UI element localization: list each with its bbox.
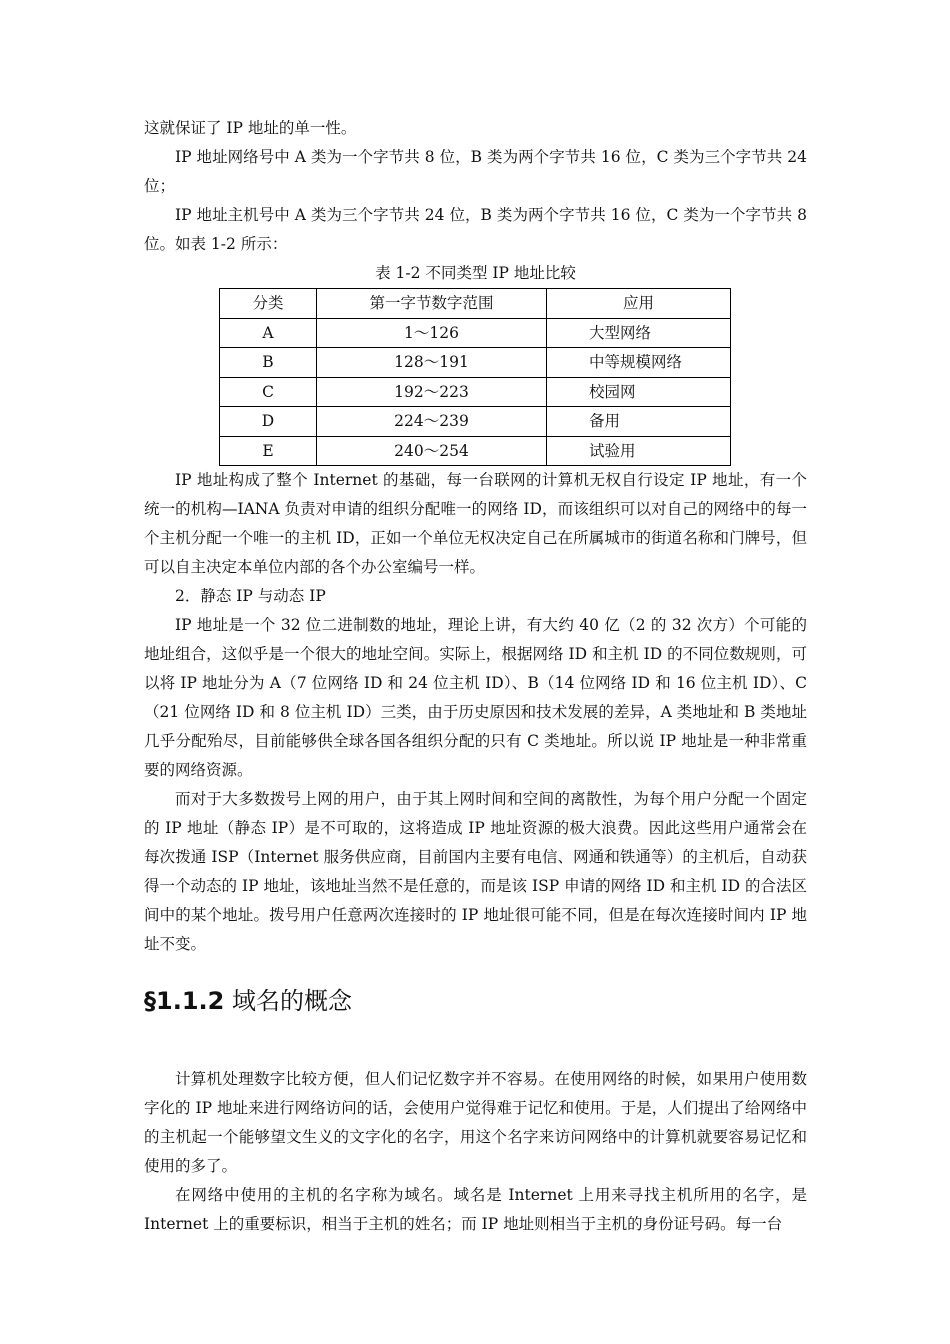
table-header-row bbox=[220, 289, 731, 319]
table-cell: 240～254 bbox=[317, 436, 547, 466]
table-cell: 128～191 bbox=[317, 348, 547, 378]
table-cell: C bbox=[220, 377, 317, 407]
table-cell: 192～223 bbox=[317, 377, 547, 407]
table-cell: 试验用 bbox=[547, 436, 731, 466]
table-cell: 224～239 bbox=[317, 407, 547, 437]
table-cell: 中等规模网络 bbox=[547, 348, 731, 378]
table-cell: 1～126 bbox=[317, 318, 547, 348]
table-header-cell: 分类 bbox=[220, 289, 317, 319]
subheading: 2．静态 IP 与动态 IP bbox=[175, 587, 326, 605]
paragraph: IP 地址是一个 32 位二进制数的地址，理论上讲，有大约 40 亿（2 的 32 次方）个可能的地址组合，这似乎是一个很大的地址空间。实际上，根据网络 ID 和主机 ID 的不同位数规则，可以将 IP 地址分为 A（7 位网络 ID 和 24 位主机 ID）、B（14 位网络 ID 和 16 位主机 ID）、C（21 位网络 ID 和 8 位主机 ID）三类，由于历史原因和技术发展的差异，A 类地址和 B 类地址几乎分配殆尽，目前能够供全球各国各组织分配的只有 C 类地址。所以说 IP 地址是一种非常重要的网络资源。 bbox=[144, 616, 807, 779]
table-row bbox=[220, 318, 731, 348]
section-heading bbox=[144, 983, 807, 1019]
section-title: 域名的概念 bbox=[231, 987, 352, 1015]
table-row bbox=[220, 348, 731, 378]
ip-class-table bbox=[219, 288, 731, 466]
table-cell: 备用 bbox=[547, 407, 731, 437]
paragraph: 计算机处理数字比较方便，但人们记忆数字并不容易。在使用网络的时候，如果用户使用数字化的 IP 地址来进行网络访问的话，会使用户觉得难于记忆和使用。于是，人们提出了给网络中的主机起一个能够望文生义的文字化的名字，用这个名字来访问网络中的计算机就要容易记忆和使用的多了。 bbox=[144, 1070, 807, 1175]
paragraph: 这就保证了 IP 地址的单一性。 bbox=[144, 119, 357, 137]
paragraph: IP 地址主机号中 A 类为三个字节共 24 位，B 类为两个字节共 16 位，C 类为一个字节共 8 位。如表 1-2 所示： bbox=[144, 206, 807, 253]
table-cell: E bbox=[220, 436, 317, 466]
paragraph: IP 地址构成了整个 Internet 的基础，每一台联网的计算机无权自行设定 IP 地址，有一个统一的机构—IANA 负责对申请的组织分配唯一的网络 ID，而该组织可以对自己的网络中的每一个主机分配一个唯一的主机 ID，正如一个单位无权决定自己在所属城市的街道名称和门牌号，但可以自主决定本单位内部的各个办公室编号一样。 bbox=[144, 471, 807, 576]
paragraph: 在网络中使用的主机的名字称为域名。域名是 Internet 上用来寻找主机所用的名字，是 Internet 上的重要标识，相当于主机的姓名；而 IP 地址则相当于主机的身份证号码。每一台 bbox=[144, 1186, 807, 1233]
paragraph: IP 地址网络号中 A 类为一个字节共 8 位，B 类为两个字节共 16 位，C 类为三个字节共 24 位； bbox=[144, 148, 807, 195]
table-header-cell: 应用 bbox=[547, 289, 731, 319]
table-row bbox=[220, 407, 731, 437]
table-cell: 大型网络 bbox=[547, 318, 731, 348]
table-row bbox=[220, 377, 731, 407]
section-number: §1.1.2 bbox=[144, 987, 225, 1015]
table-cell: B bbox=[220, 348, 317, 378]
table-cell: A bbox=[220, 318, 317, 348]
table-header-cell: 第一字节数字范围 bbox=[317, 289, 547, 319]
paragraph: 而对于大多数拨号上网的用户，由于其上网时间和空间的离散性，为每个用户分配一个固定的 IP 地址（静态 IP）是不可取的，这将造成 IP 地址资源的极大浪费。因此这些用户通常会在每次拨通 ISP（Internet 服务供应商，目前国内主要有电信、网通和铁通等）的主机后，自动获得一个动态的 IP 地址，该地址当然不是任意的，而是该 ISP 申请的网络 ID 和主机 ID 的合法区间中的某个地址。拨号用户任意两次连接时的 IP 地址很可能不同，但是在每次连接时间内 IP 地址不变。 bbox=[144, 790, 807, 953]
table-cell: D bbox=[220, 407, 317, 437]
table-row bbox=[220, 436, 731, 466]
document-body bbox=[144, 114, 807, 1239]
table-caption: 表 1-2 不同类型 IP 地址比较 bbox=[375, 264, 576, 282]
table-cell: 校园网 bbox=[547, 377, 731, 407]
